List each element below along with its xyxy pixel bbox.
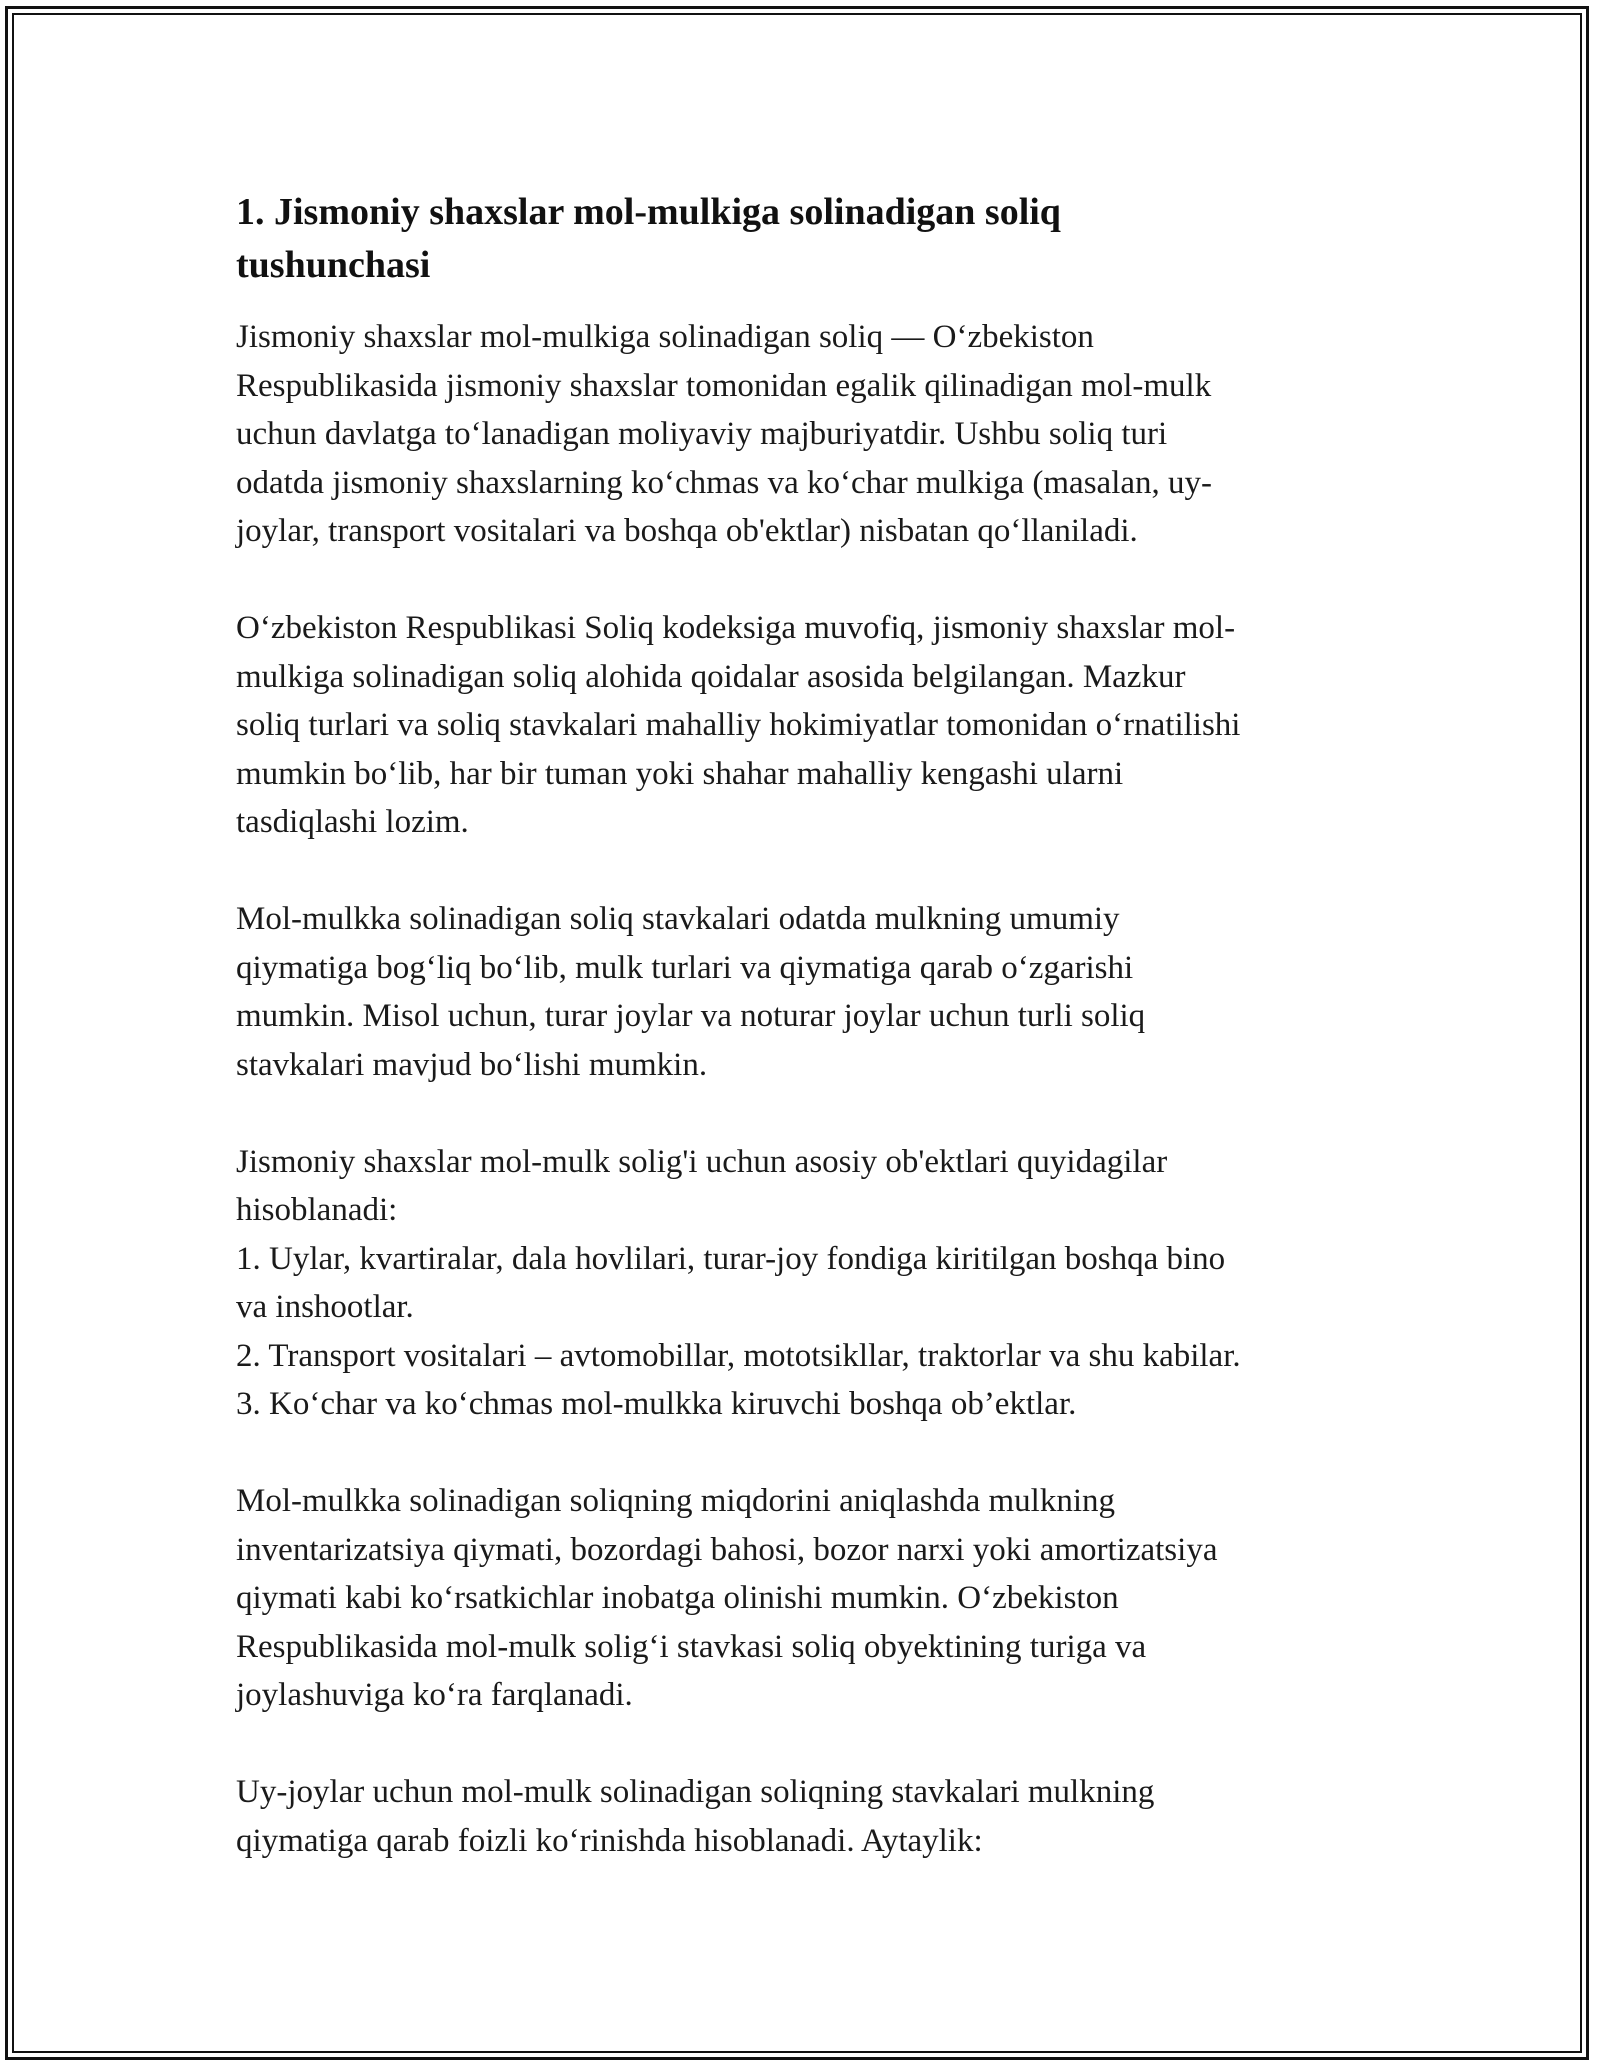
paragraph-tax-rates: Mol-mulkka solinadigan soliq stavkalari odatda mulkning umumiy qiymatiga bog‘liq bo‘lib, mulk turlari va qiymatiga qarab o‘zgarishi mumkin. Misol uchun, turar joylar va noturar joylar uchun turli soliq stavkalari mavjud bo‘lishi mumkin. [236, 901, 1146, 1083]
paragraph-housing-rates: Uy-joylar uchun mol-mulk solinadigan soliqning stavkalari mulkning qiymatiga qarab foizli ko‘rinishda hisoblanadi. Aytaylik: [236, 1774, 1155, 1859]
paragraph-tax-code: O‘zbekiston Respublikasi Soliq kodeksiga muvofiq, jismoniy shaxslar mol- mulkiga solinadigan soliq alohida qoidalar asosida belgilangan. Mazkur soliq turlari va soliq stavkalari mahalliy hokimiyatlar tomonidan o‘rnatilishi mumkin bo‘lib, har bir tuman yoki shahar mahalliy kengashi ularni tasdiqlashi lozim. [236, 610, 1241, 840]
paragraph-definition: Jismoniy shaxslar mol-mulkiga solinadigan soliq — O‘zbekiston Respublikasida jismoniy shaxslar tomonidan egalik qilinadigan mol-mulk uchun davlatga to‘lanadigan moliyaviy majburiyatdir. Ushbu soliq turi odatda jismoniy shaxslarning ko‘chmas va ko‘char mulkiga (masalan, uy- joylar, transport vositalari va boshqa ob'ektlar) nisbatan qo‘llaniladi. [236, 319, 1212, 549]
section-title: 1. Jismoniy shaxslar mol-mulkiga solinadigan soliq tushunchasi [236, 191, 1061, 286]
list-item: 3. Ko‘char va ko‘chmas mol-mulkka kiruvchi boshqa ob’ektlar. [236, 1386, 1077, 1422]
taxable-objects-list [236, 1235, 1386, 1429]
document-body [236, 186, 1386, 1914]
list-item: 1. Uylar, kvartiralar, dala hovlilari, turar-joy fondiga kiritilgan boshqa bino va inshootlar. [236, 1240, 1226, 1325]
list-item: 2. Transport vositalari – avtomobillar, mototsikllar, traktorlar va shu kabilar. [236, 1337, 1241, 1374]
list-intro: Jismoniy shaxslar mol-mulk solig'i uchun asosiy ob'ektlari quyidagilar hisoblanadi: [236, 1143, 1168, 1228]
paragraph-assessment: Mol-mulkka solinadigan soliqning miqdorini aniqlashda mulkning inventarizatsiya qiymati, bozordagi bahosi, bozor narxi yoki amortizatsiya qiymati kabi ko‘rsatkichlar inobatga olinishi mumkin. O‘zbekiston Respublikasida mol-mulk solig‘i stavkasi soliq obyektining turiga va joylashuviga ko‘ra farqlanadi. [236, 1483, 1218, 1713]
